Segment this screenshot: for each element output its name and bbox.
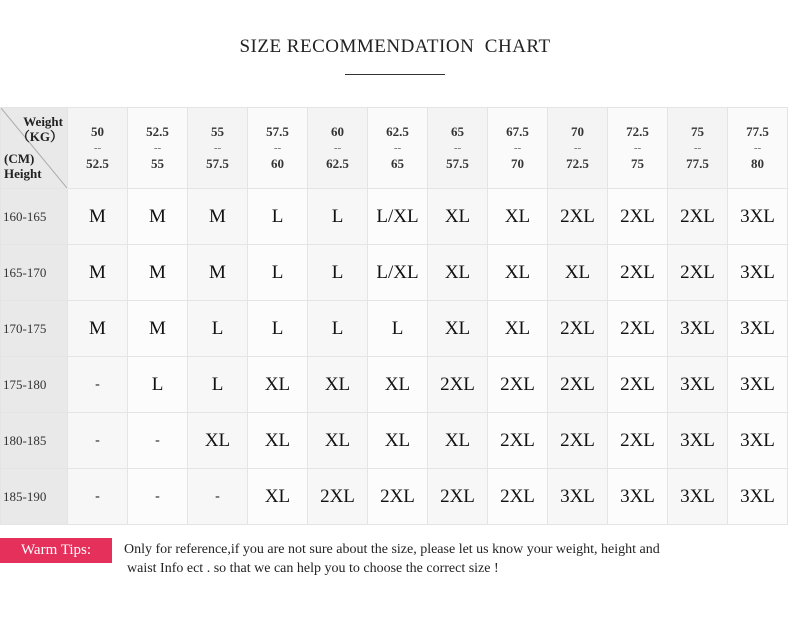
size-cell: XL xyxy=(548,245,608,301)
size-cell: 2XL xyxy=(488,357,548,413)
size-cell: XL xyxy=(488,301,548,357)
size-cell: 2XL xyxy=(608,301,668,357)
size-cell: 2XL xyxy=(608,245,668,301)
size-cell: XL xyxy=(368,413,428,469)
weight-range-separator: -- xyxy=(273,142,282,154)
size-cell: - xyxy=(68,469,128,525)
weight-column-header xyxy=(668,108,728,189)
weight-to: 72.5 xyxy=(566,156,589,171)
size-cell: XL xyxy=(248,469,308,525)
weight-from: 67.5 xyxy=(506,124,529,139)
weight-to: 75 xyxy=(631,156,644,171)
weight-range-separator: -- xyxy=(393,142,402,154)
weight-column-header xyxy=(428,108,488,189)
size-cell: XL xyxy=(248,413,308,469)
weight-range-separator: -- xyxy=(633,142,642,154)
size-cell: - xyxy=(68,357,128,413)
size-cell: XL xyxy=(428,301,488,357)
weight-to: 80 xyxy=(751,156,764,171)
size-cell: XL xyxy=(428,245,488,301)
weight-column-header xyxy=(608,108,668,189)
size-cell: XL xyxy=(428,189,488,245)
size-cell: 3XL xyxy=(728,413,788,469)
warm-tips-line-2: waist Info ect . so that we can help you to choose the correct size ! xyxy=(127,561,499,576)
size-cell: XL xyxy=(488,189,548,245)
size-cell: 3XL xyxy=(728,245,788,301)
size-cell: 2XL xyxy=(608,413,668,469)
weight-to: 62.5 xyxy=(326,156,349,171)
size-cell: M xyxy=(188,245,248,301)
weight-axis-label xyxy=(17,114,63,144)
weight-range-separator: -- xyxy=(453,142,462,154)
weight-range-separator: -- xyxy=(153,142,162,154)
size-cell: 3XL xyxy=(548,469,608,525)
weight-column-header xyxy=(728,108,788,189)
size-cell: 3XL xyxy=(728,189,788,245)
size-cell: 3XL xyxy=(728,301,788,357)
weight-column-header xyxy=(68,108,128,189)
table-row xyxy=(1,413,788,469)
weight-column-header xyxy=(128,108,188,189)
weight-unit: （KG） xyxy=(16,129,63,144)
warm-tips-line-1: Only for reference,if you are not sure about the size, please let us know your weight, height and xyxy=(124,542,660,557)
size-cell: L xyxy=(308,301,368,357)
size-cell: XL xyxy=(308,413,368,469)
weight-column-header xyxy=(188,108,248,189)
size-cell: XL xyxy=(368,357,428,413)
table-row xyxy=(1,245,788,301)
weight-from: 62.5 xyxy=(386,124,409,139)
size-cell: 3XL xyxy=(728,357,788,413)
weight-range-separator: -- xyxy=(213,142,222,154)
table-row xyxy=(1,189,788,245)
size-cell: M xyxy=(128,301,188,357)
size-cell: 2XL xyxy=(668,189,728,245)
chart-title: SIZE RECOMMENDATION CHART xyxy=(239,36,551,57)
size-cell: 2XL xyxy=(608,189,668,245)
weight-column-header xyxy=(248,108,308,189)
height-row-header: 170-175 xyxy=(1,301,68,357)
size-cell: L xyxy=(248,189,308,245)
weight-to: 70 xyxy=(511,156,524,171)
weight-from: 70 xyxy=(571,124,584,139)
size-cell: - xyxy=(128,469,188,525)
size-cell: 2XL xyxy=(368,469,428,525)
size-cell: L xyxy=(308,189,368,245)
weight-range-separator: -- xyxy=(573,142,582,154)
size-cell: 2XL xyxy=(668,245,728,301)
size-cell: 2XL xyxy=(308,469,368,525)
height-axis-label xyxy=(4,151,42,181)
size-cell: 2XL xyxy=(488,469,548,525)
height-row-header: 160-165 xyxy=(1,189,68,245)
weight-from: 55 xyxy=(211,124,224,139)
size-cell: 2XL xyxy=(428,357,488,413)
height-row-header: 165-170 xyxy=(1,245,68,301)
title-underline xyxy=(345,74,445,75)
warm-tips-label: Warm Tips: xyxy=(0,538,112,563)
weight-from: 77.5 xyxy=(746,124,769,139)
height-unit: (CM) xyxy=(4,151,35,166)
size-cell: XL xyxy=(308,357,368,413)
weight-from: 50 xyxy=(91,124,104,139)
size-cell: L xyxy=(128,357,188,413)
size-cell: XL xyxy=(188,413,248,469)
corner-header-cell xyxy=(1,108,68,189)
size-recommendation-table xyxy=(0,107,788,525)
table-row xyxy=(1,469,788,525)
size-cell: M xyxy=(68,189,128,245)
size-cell: 3XL xyxy=(668,469,728,525)
size-cell: 2XL xyxy=(608,357,668,413)
weight-column-header xyxy=(368,108,428,189)
size-cell: 2XL xyxy=(548,413,608,469)
weight-to: 65 xyxy=(391,156,404,171)
size-cell: 3XL xyxy=(608,469,668,525)
weight-to: 57.5 xyxy=(446,156,469,171)
size-cell: L xyxy=(188,357,248,413)
size-cell: 2XL xyxy=(548,189,608,245)
size-table-body xyxy=(1,189,788,525)
size-cell: M xyxy=(68,301,128,357)
weight-from: 57.5 xyxy=(266,124,289,139)
weight-column-header xyxy=(488,108,548,189)
weight-from: 65 xyxy=(451,124,464,139)
size-cell: XL xyxy=(428,413,488,469)
weight-from: 52.5 xyxy=(146,124,169,139)
size-cell: 2XL xyxy=(548,357,608,413)
weight-range-separator: -- xyxy=(693,142,702,154)
size-cell: 3XL xyxy=(668,413,728,469)
weight-range-separator: -- xyxy=(513,142,522,154)
size-cell: 3XL xyxy=(668,301,728,357)
weight-from: 72.5 xyxy=(626,124,649,139)
size-cell: L/XL xyxy=(368,245,428,301)
weight-range-separator: -- xyxy=(93,142,102,154)
size-cell: - xyxy=(68,413,128,469)
weight-column-header xyxy=(548,108,608,189)
weight-range-separator: -- xyxy=(753,142,762,154)
weight-to: 55 xyxy=(151,156,164,171)
size-cell: 3XL xyxy=(728,469,788,525)
size-cell: - xyxy=(128,413,188,469)
size-cell: L xyxy=(188,301,248,357)
size-cell: 2XL xyxy=(548,301,608,357)
size-cell: XL xyxy=(248,357,308,413)
size-cell: L xyxy=(248,245,308,301)
weight-column-header xyxy=(308,108,368,189)
size-cell: L/XL xyxy=(368,189,428,245)
height-row-header: 185-190 xyxy=(1,469,68,525)
size-cell: 2XL xyxy=(488,413,548,469)
height-row-header: 180-185 xyxy=(1,413,68,469)
weight-from: 60 xyxy=(331,124,344,139)
size-cell: XL xyxy=(488,245,548,301)
size-cell: L xyxy=(368,301,428,357)
size-cell: L xyxy=(308,245,368,301)
weight-from: 75 xyxy=(691,124,704,139)
size-cell: M xyxy=(188,189,248,245)
size-cell: 2XL xyxy=(428,469,488,525)
weight-to: 52.5 xyxy=(86,156,109,171)
table-row xyxy=(1,357,788,413)
size-cell: 3XL xyxy=(668,357,728,413)
weight-label: Weight xyxy=(23,114,63,129)
weight-range-separator: -- xyxy=(333,142,342,154)
size-cell: M xyxy=(128,245,188,301)
weight-to: 57.5 xyxy=(206,156,229,171)
height-row-header: 175-180 xyxy=(1,357,68,413)
weight-header-row xyxy=(1,108,788,189)
table-row xyxy=(1,301,788,357)
size-cell: L xyxy=(248,301,308,357)
height-label: Height xyxy=(4,166,42,181)
size-cell: - xyxy=(188,469,248,525)
weight-to: 77.5 xyxy=(686,156,709,171)
warm-tips-text xyxy=(124,540,764,578)
weight-to: 60 xyxy=(271,156,284,171)
size-cell: M xyxy=(68,245,128,301)
size-cell: M xyxy=(128,189,188,245)
